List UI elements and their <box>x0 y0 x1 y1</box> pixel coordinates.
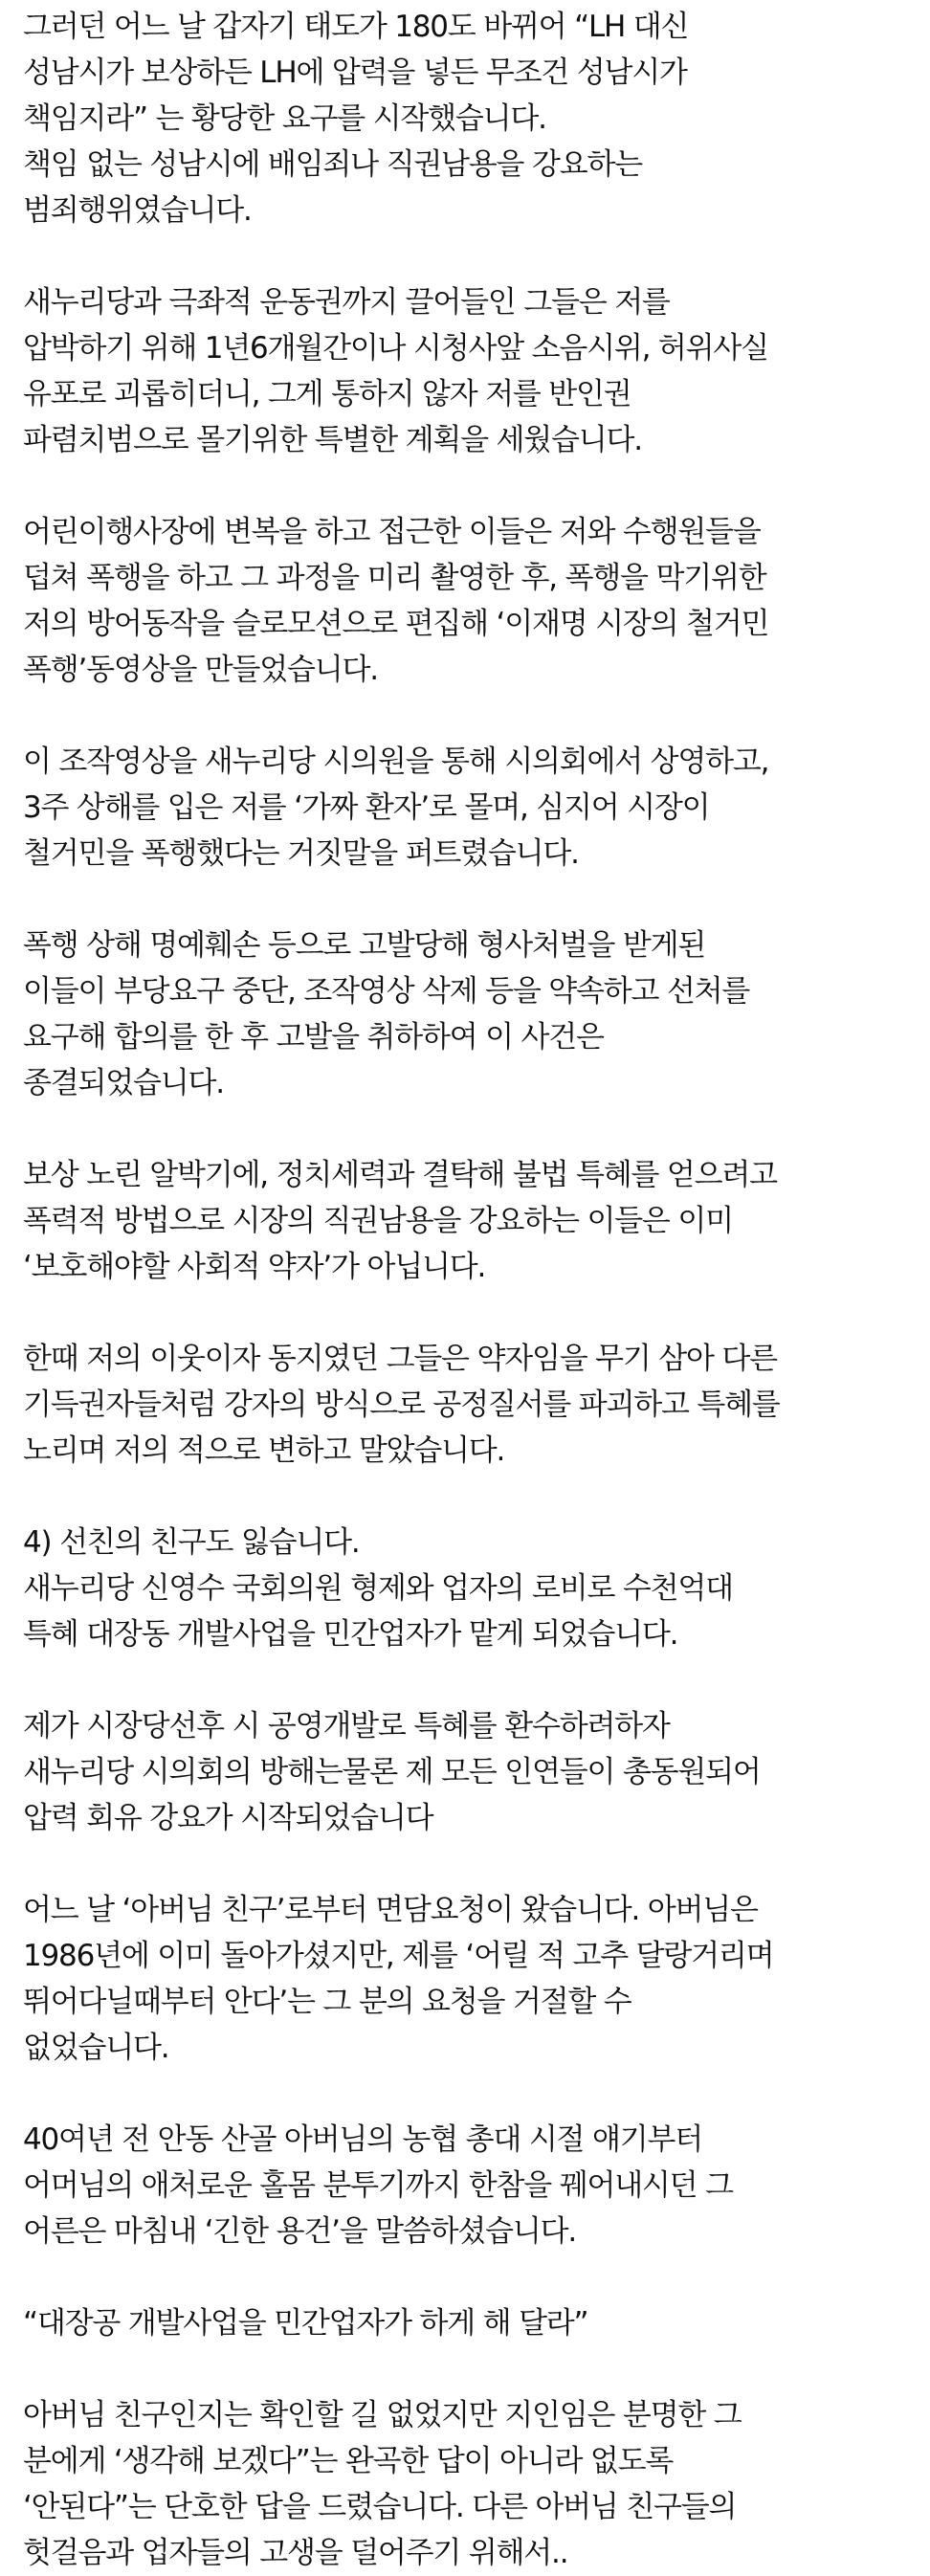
paragraph-2 <box>23 279 911 463</box>
paragraph-13 <box>23 2392 911 2576</box>
text-line: 책임 없는 성남시에 배임죄나 직권남용을 강요하는 <box>23 147 642 182</box>
text-line: 파렴치범으로 몰기위한 특별한 계획을 세웠습니다. <box>23 423 642 457</box>
text-line: 범죄행위였습니다. <box>23 193 252 228</box>
text-line: 폭행’동영상을 만들었습니다. <box>23 653 378 687</box>
paragraph-11 <box>23 2117 911 2254</box>
text-line: 특혜 대장동 개발사업을 민간업자가 맡게 되었습니다. <box>23 1617 678 1652</box>
text-line: 압박하기 위해 1년6개월간이나 시청사앞 소음시위, 허위사실 <box>23 331 768 366</box>
text-line: 요구해 합의를 한 후 고발을 취하하여 이 사건은 <box>23 1020 604 1055</box>
text-line: 분에게 ‘생각해 보겠다”는 완곡한 답이 아니라 없도록 <box>23 2444 674 2478</box>
paragraph-5 <box>23 922 911 1106</box>
text-line: 폭력적 방법으로 시장의 직권남용을 강요하는 이들은 이미 <box>23 1204 733 1238</box>
text-line: 유포로 괴롭히더니, 그게 통하지 않자 저를 반인권 <box>23 377 631 411</box>
text-line: 책임지라” 는 황당한 요구를 시작했습니다. <box>23 101 546 136</box>
text-line: 뛰어다닐때부터 안다’는 그 분의 요청을 거절할 수 <box>23 1985 631 2019</box>
text-line: 노리며 저의 적으로 변하고 말았습니다. <box>23 1433 505 1468</box>
text-line: 헛걸음과 업자들의 고생을 덜어주기 위해서.. <box>23 2536 568 2570</box>
text-line: 어느 날 ‘아버님 친구’로부터 면담요청이 왔습니다. 아버님은 <box>23 1893 758 1927</box>
paragraph-1 <box>23 4 911 233</box>
text-line: ‘안된다”는 단호한 답을 드렸습니다. 다른 아버님 친구들의 <box>23 2490 737 2524</box>
text-line: 1986년에 이미 돌아가셨지만, 제를 ‘어릴 적 고추 달랑거리며 <box>23 1939 774 1973</box>
text-line: 철거민을 폭행했다는 거짓말을 퍼트렸습니다. <box>23 836 579 871</box>
text-line: 그러던 어느 날 갑자기 태도가 180도 바뀌어 “LH 대신 <box>23 10 689 44</box>
text-line: 한때 저의 이웃이자 동지였던 그들은 약자임을 무기 삼아 다른 <box>23 1342 777 1376</box>
quote-line: “대장공 개발사업을 민간업자가 하게 해 달라” <box>23 2306 588 2341</box>
text-line: 이 조작영상을 새누리당 시의원을 통해 시의회에서 상영하고, <box>23 744 769 779</box>
text-line: 아버님 친구인지는 확인할 길 없었지만 지인임은 분명한 그 <box>23 2398 742 2432</box>
section-heading: 4) 선친의 친구도 잃습니다. <box>23 1525 360 1560</box>
text-line: 40여년 전 안동 산골 아버님의 농협 총대 시절 얘기부터 <box>23 2122 702 2157</box>
text-line: 기득권자들처럼 강자의 방식으로 공정질서를 파괴하고 특혜를 <box>23 1388 780 1422</box>
text-line: 어른은 마침내 ‘긴한 용건’을 말씀하셨습니다. <box>23 2214 577 2249</box>
paragraph-8 <box>23 1520 911 1657</box>
paragraph-10 <box>23 1887 911 2071</box>
paragraph-4 <box>23 739 911 877</box>
text-line: 어머님의 애처로운 홀몸 분투기까지 한참을 꿰어내시던 그 <box>23 2168 733 2203</box>
text-line: 이들이 부당요구 중단, 조작영상 삭제 등을 약속하고 선처를 <box>23 974 750 1009</box>
text-line: 새누리당과 극좌적 운동권까지 끌어들인 그들은 저를 <box>23 285 670 320</box>
paragraph-3 <box>23 509 911 693</box>
text-line: 폭행 상해 명예훼손 등으로 고발당해 형사처벌을 받게된 <box>23 928 706 963</box>
paragraph-9 <box>23 1703 911 1841</box>
paragraph-7 <box>23 1336 911 1474</box>
text-line: 종결되었습니다. <box>23 1066 224 1100</box>
text-line: 압력 회유 강요가 시작되었습니다 <box>23 1801 433 1835</box>
paragraph-6 <box>23 1152 911 1290</box>
text-line: 제가 시장당선후 시 공영개발로 특혜를 환수하려하자 <box>23 1709 670 1743</box>
text-line: 없었습니다. <box>23 2031 169 2065</box>
text-line: 성남시가 보상하든 LH에 압력을 넣든 무조건 성남시가 <box>23 56 687 90</box>
text-line: 덥쳐 폭행을 하고 그 과정을 미리 촬영한 후, 폭행을 막기위한 <box>23 561 766 595</box>
text-line: 어린이행사장에 변복을 하고 접근한 이들은 저와 수행원들을 <box>23 515 761 549</box>
text-line: 보상 노린 알박기에, 정치세력과 결탁해 불법 특혜를 얻으려고 <box>23 1158 777 1192</box>
text-line: 3주 상해를 입은 저를 ‘가짜 환자’로 몰며, 심지어 시장이 <box>23 790 710 825</box>
text-line: 새누리당 신영수 국회의원 형제와 업자의 로비로 수천억대 <box>23 1571 733 1606</box>
text-line: ‘보호해야할 사회적 약자’가 아닙니다. <box>23 1250 486 1284</box>
paragraph-12-quote <box>23 2300 911 2346</box>
text-line: 새누리당 시의회의 방해는물론 제 모든 인연들이 총동원되어 <box>23 1755 761 1789</box>
text-line: 저의 방어동작을 슬로모션으로 편집해 ‘이재명 시장의 철거민 <box>23 607 769 641</box>
